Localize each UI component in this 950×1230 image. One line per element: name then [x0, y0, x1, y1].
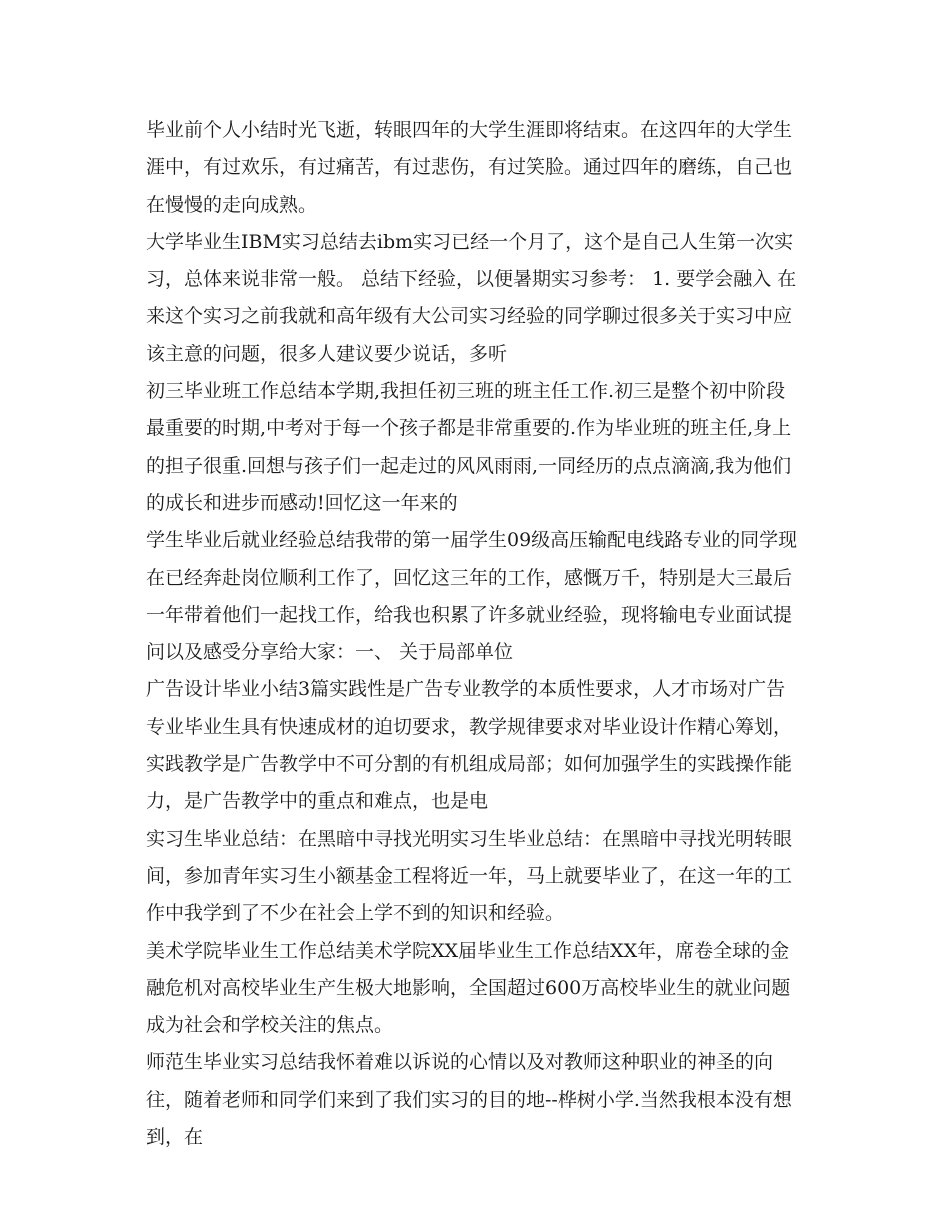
paragraph-grade-nine-class: 初三毕业班工作总结本学期,我担任初三班的班主任工作.初三是整个初中阶段最重要的时期,中考对于每一个孩子都是非常重要的.作为毕业班的班主任,身上的担子很重.回想与孩子们一起走过的风风雨雨,一同经历的点点滴滴,我为他们的成长和进步而感动!回忆这一年来的 [146, 380, 792, 514]
document-body [146, 112, 804, 1156]
paragraph-employment-experience: 学生毕业后就业经验总结我带的第一届学生09级高压输配电线路专业的同学现在已经奔赴岗位顺利工作了，回忆这三年的工作，感慨万千，特别是大三最后一年带着他们一起找工作，给我也积累了许多就业经验，现将输电专业面试提问以及感受分享给大家：一、 关于局部单位 [146, 529, 798, 664]
paragraph-normal-university-internship: 师范生毕业实习总结我怀着难以诉说的心情以及对教师这种职业的神圣的向往，随着老师和同学们来到了我们实习的目的地--桦树小学.当然我根本没有想到，在 [146, 1051, 792, 1149]
paragraph-art-academy: 美术学院毕业生工作总结美术学院XX届毕业生工作总结XX年，席卷全球的金融危机对高校毕业生产生极大地影响，全国超过600万高校毕业生的就业问题成为社会和学校关注的焦点。 [146, 939, 791, 1037]
paragraph-intern-summary: 实习生毕业总结：在黑暗中寻找光明实习生毕业总结：在黑暗中寻找光明转眼间，参加青年实习生小额基金工程将近一年，马上就要毕业了，在这一年的工作中我学到了不少在社会上学不到的知识和经验。 [146, 827, 793, 925]
paragraph-graduation-summary: 毕业前个人小结时光飞逝，转眼四年的大学生涯即将结束。在这四年的大学生涯中，有过欢乐，有过痛苦，有过悲伤，有过笑脸。通过四年的磨练，自己也在慢慢的走向成熟。 [146, 119, 793, 216]
paragraph-advertising-design: 广告设计毕业小结3篇实践性是广告专业教学的本质性要求，人才市场对广告专业毕业生具有快速成材的迫切要求，教学规律要求对毕业设计作精心筹划，实践教学是广告教学中不可分割的有机组成局部；如何加强学生的实践操作能力，是广告教学中的重点和难点，也是电 [146, 678, 793, 813]
paragraph-ibm-internship: 大学毕业生IBM实习总结去ibm实习已经一个月了，这个是自己人生第一次实习，总体来说非常一般。 总结下经验，以便暑期实习参考： 1. 要学会融入 在来这个实习之前我就和高年级有大公司实习经验的同学聊过很多关于实习中应该主意的问题，很多人建议要少说话，多听 [146, 230, 797, 365]
